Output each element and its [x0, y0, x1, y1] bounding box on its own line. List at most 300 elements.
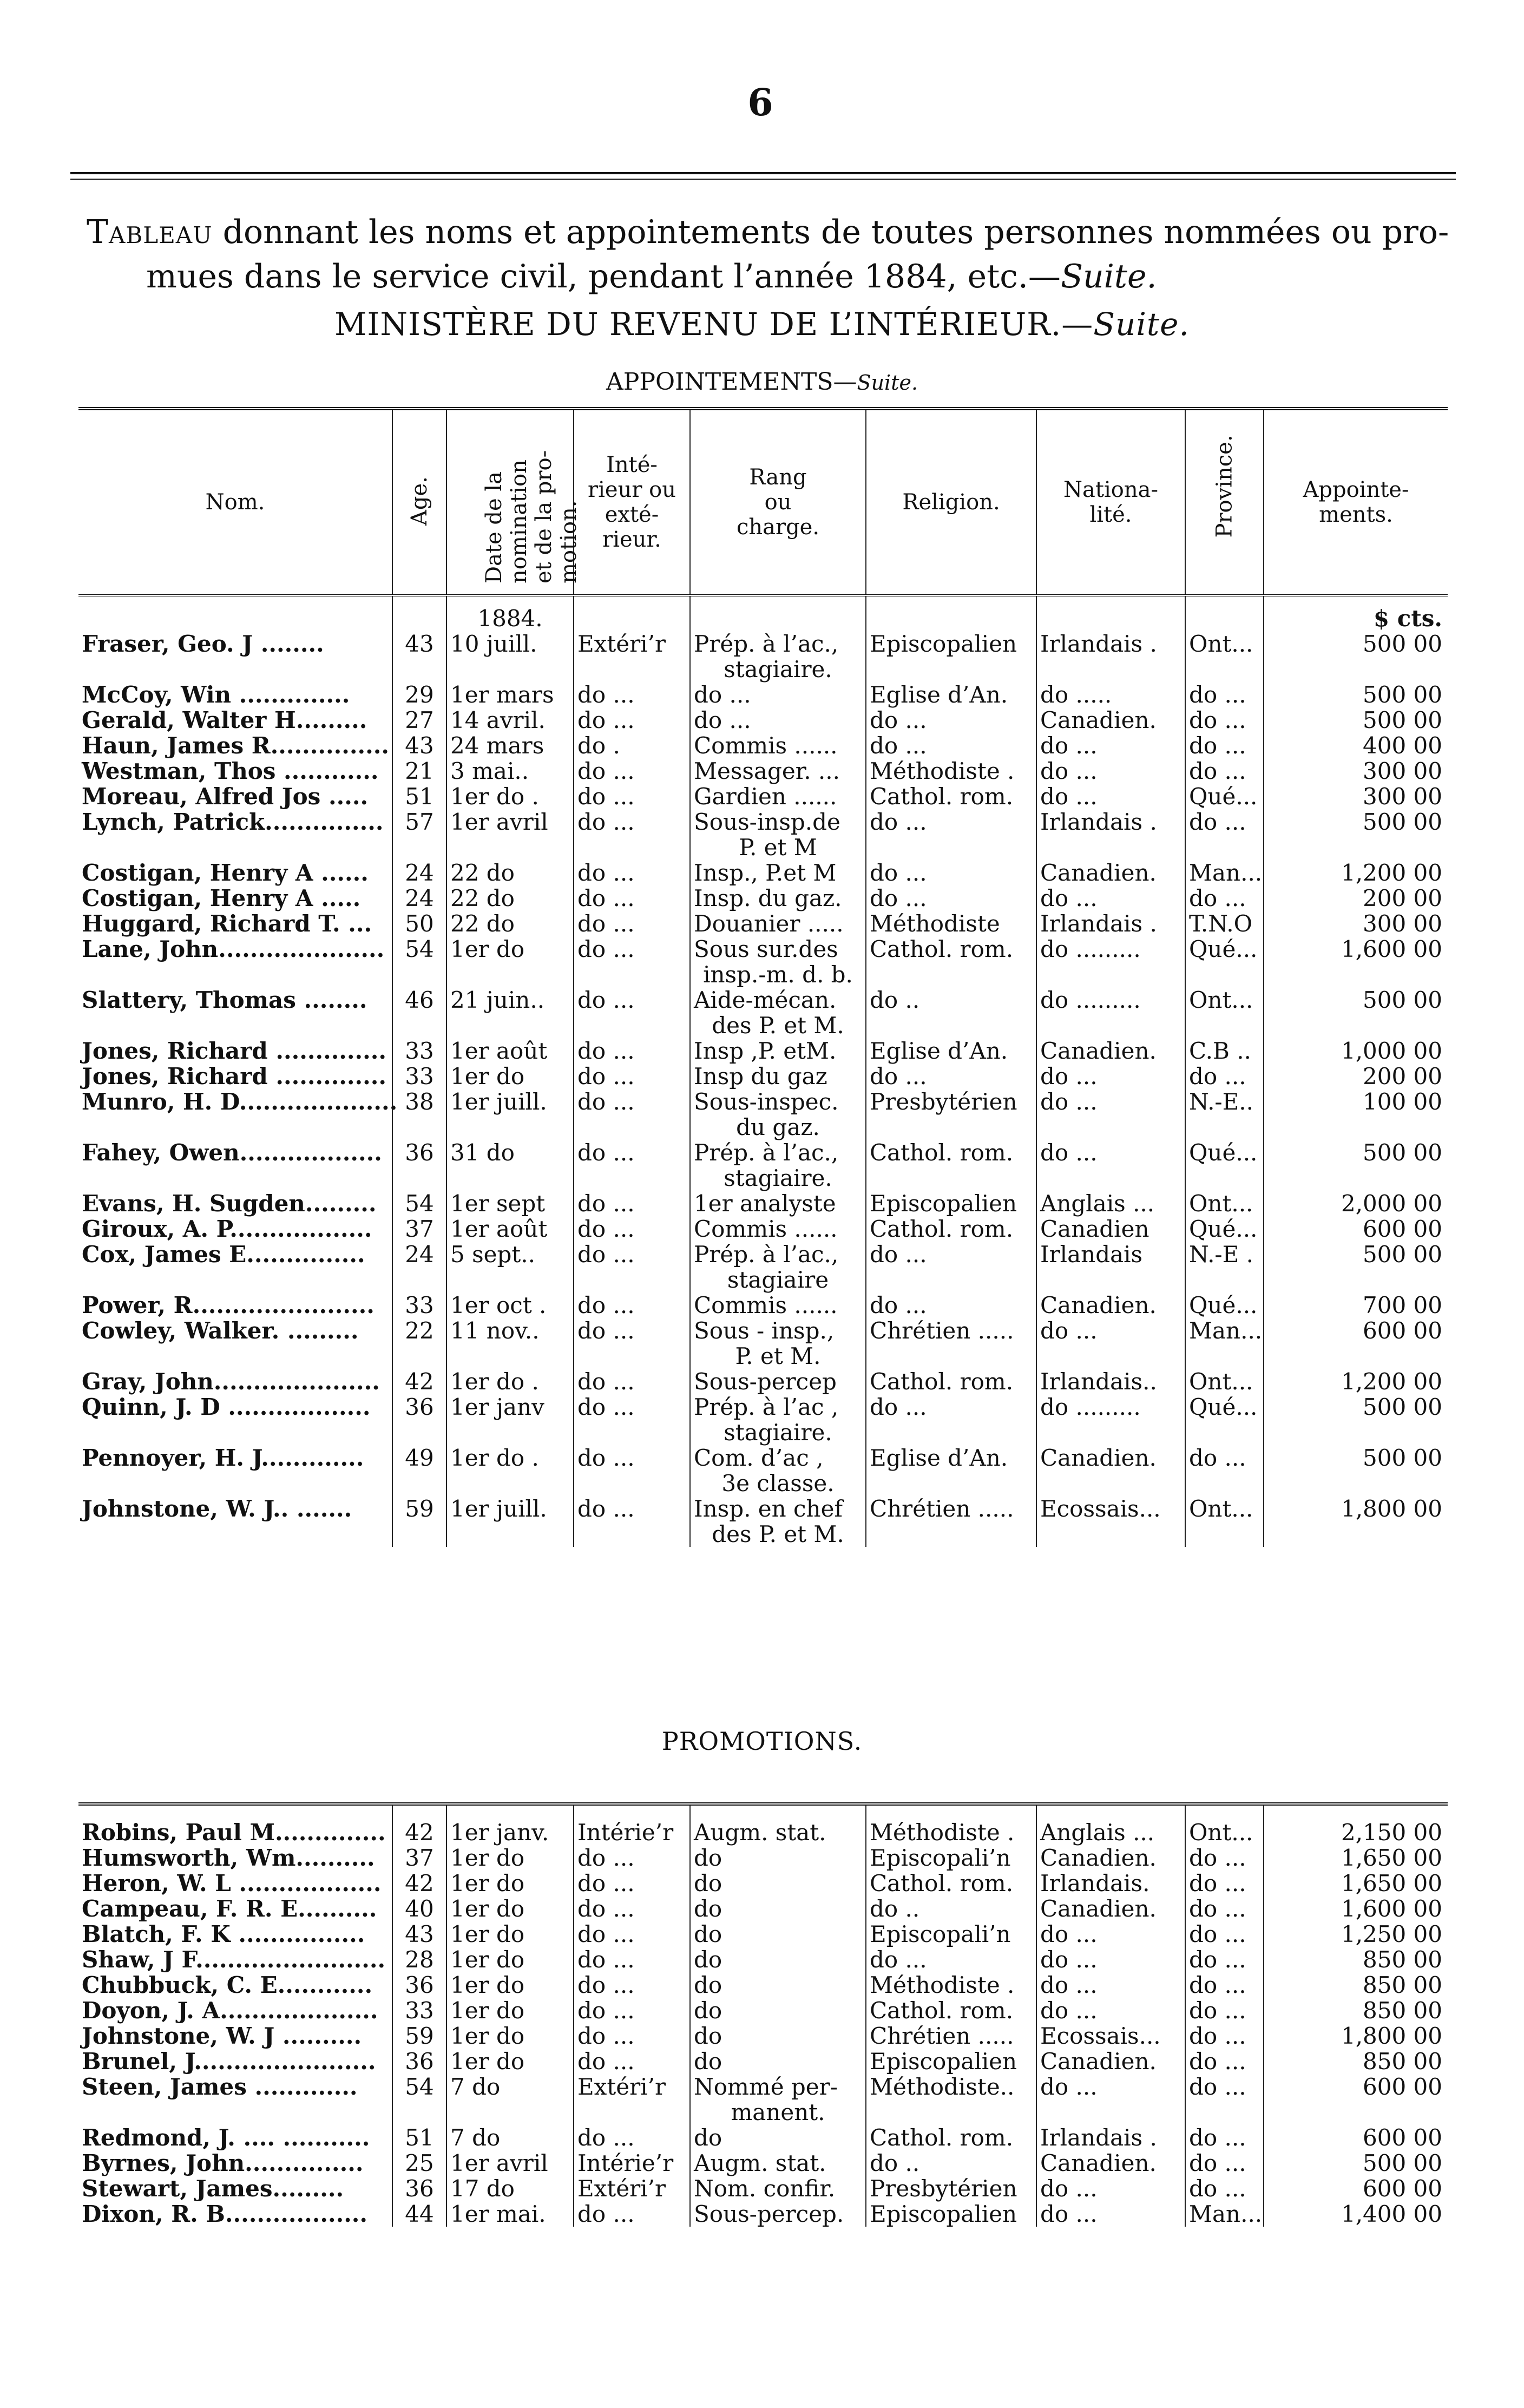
- row-interieur: do ...: [574, 885, 690, 911]
- header-province: Province.: [1185, 409, 1264, 595]
- row-rang: Prép. à l’ac., stagiaire: [690, 1242, 866, 1292]
- row-religion: Episcopalien: [866, 2049, 1036, 2074]
- table-row: [78, 1445, 1448, 1496]
- row-interieur: do ...: [574, 987, 690, 1038]
- table-row: [78, 1038, 1448, 1064]
- row-date: 11 nov..: [446, 1318, 574, 1369]
- row-nationalite: Irlandais: [1036, 1242, 1185, 1292]
- row-religion: Chrétien .....: [866, 1318, 1036, 1369]
- table-row: [78, 707, 1448, 733]
- row-province: do ...: [1185, 707, 1264, 733]
- table-row: [78, 2049, 1448, 2074]
- table-row: [78, 1140, 1448, 1191]
- row-nationalite: Irlandais .: [1036, 809, 1185, 860]
- table-row: [78, 2125, 1448, 2150]
- row-nationalite: do ...: [1036, 1064, 1185, 1089]
- row-religion: Chrétien .....: [866, 1496, 1036, 1547]
- table-row: [78, 1496, 1448, 1547]
- row-amount: 1,250 00: [1264, 1921, 1448, 1947]
- row-religion: Cathol. rom.: [866, 1369, 1036, 1394]
- table-row: [78, 809, 1448, 860]
- row-name: Jones, Richard ..............: [82, 1038, 387, 1064]
- row-date: 1er do .: [446, 784, 574, 809]
- row-amount: 600 00: [1264, 1318, 1448, 1369]
- row-age: 36: [392, 2176, 446, 2201]
- row-province: do ...: [1185, 1972, 1264, 1998]
- row-religion: do ..: [866, 1896, 1036, 1921]
- row-province: do ...: [1185, 758, 1264, 784]
- row-amount: 300 00: [1264, 911, 1448, 936]
- row-rang-cont: P. et M: [739, 834, 817, 861]
- row-nationalite: do ...: [1036, 1140, 1185, 1191]
- row-nationalite: do ...: [1036, 1972, 1185, 1998]
- row-age: 42: [392, 1871, 446, 1896]
- row-amount: 700 00: [1264, 1292, 1448, 1318]
- table-row: [78, 1921, 1448, 1947]
- row-religion: Méthodiste..: [866, 2074, 1036, 2125]
- row-nationalite: Canadien.: [1036, 707, 1185, 733]
- row-rang: Insp ,P. etM.: [690, 1038, 866, 1064]
- row-interieur: do ...: [574, 1394, 690, 1445]
- row-religion: Cathol. rom.: [866, 1871, 1036, 1896]
- table-row: [78, 860, 1448, 885]
- row-nationalite: do ...: [1036, 1921, 1185, 1947]
- row-amount: 1,000 00: [1264, 1038, 1448, 1064]
- row-date: 1er do: [446, 1998, 574, 2023]
- header-appointements: Appointe- ments.: [1264, 409, 1448, 595]
- row-age: 33: [392, 1064, 446, 1089]
- row-age: 36: [392, 1972, 446, 1998]
- row-interieur: do ...: [574, 2201, 690, 2227]
- row-rang-cont: du gaz.: [736, 1114, 820, 1140]
- row-rang: Sous - insp., P. et M.: [690, 1318, 866, 1369]
- row-province: Ont...: [1185, 1496, 1264, 1547]
- table-row: [78, 1191, 1448, 1216]
- header-rang: Rang ou charge.: [690, 409, 866, 595]
- row-province: Ont...: [1185, 987, 1264, 1038]
- row-name: Pennoyer, H. J.............: [82, 1445, 364, 1471]
- row-nationalite: Irlandais .: [1036, 631, 1185, 682]
- row-rang: Prép. à l’ac , stagiaire.: [690, 1394, 866, 1445]
- row-rang: Sous-inspec. du gaz.: [690, 1089, 866, 1140]
- row-religion: Méthodiste: [866, 911, 1036, 936]
- row-interieur: do ...: [574, 1292, 690, 1318]
- row-religion: Cathol. rom.: [866, 1216, 1036, 1242]
- row-religion: do ...: [866, 1064, 1036, 1089]
- row-rang: Nom. confir.: [690, 2176, 866, 2201]
- table-row: [78, 987, 1448, 1038]
- row-province: do ...: [1185, 2023, 1264, 2049]
- row-religion: do ...: [866, 1947, 1036, 1972]
- row-interieur: do ...: [574, 784, 690, 809]
- row-age: 43: [392, 733, 446, 758]
- row-age: 54: [392, 1191, 446, 1216]
- row-name: Lynch, Patrick...............: [82, 809, 384, 835]
- row-province: T.N.O: [1185, 911, 1264, 936]
- row-age: 43: [392, 1921, 446, 1947]
- row-nationalite: do ...: [1036, 1947, 1185, 1972]
- row-date: 1er sept: [446, 1191, 574, 1216]
- row-rang: do: [690, 1921, 866, 1947]
- row-nationalite: do .........: [1036, 1394, 1185, 1445]
- row-name: Heron, W. L ..................: [82, 1870, 382, 1897]
- row-amount: 500 00: [1264, 707, 1448, 733]
- row-nationalite: Anglais ...: [1036, 1191, 1185, 1216]
- row-religion: do ...: [866, 1394, 1036, 1445]
- row-date: 1er janv: [446, 1394, 574, 1445]
- row-religion: do ...: [866, 733, 1036, 758]
- row-amount: 1,200 00: [1264, 1369, 1448, 1394]
- table-row: [78, 682, 1448, 707]
- row-amount: 500 00: [1264, 1242, 1448, 1292]
- row-rang: do: [690, 1947, 866, 1972]
- table-row: [78, 2176, 1448, 2201]
- row-province: do ...: [1185, 733, 1264, 758]
- table-row: [78, 2201, 1448, 2227]
- row-province: N.-E .: [1185, 1242, 1264, 1292]
- row-amount: 300 00: [1264, 758, 1448, 784]
- top-rule: [70, 172, 1456, 174]
- row-province: Qué...: [1185, 936, 1264, 987]
- row-rang: do: [690, 1972, 866, 1998]
- row-name: Cowley, Walker. .........: [82, 1317, 359, 1344]
- table-row: [78, 885, 1448, 911]
- row-name: Blatch, F. K ................: [82, 1921, 365, 1947]
- row-religion: Eglise d’An.: [866, 1445, 1036, 1496]
- ministry-suite: Suite.: [1093, 306, 1190, 343]
- table-row: [78, 2150, 1448, 2176]
- row-interieur: do ...: [574, 1896, 690, 1921]
- row-nationalite: do .....: [1036, 682, 1185, 707]
- ministry-text: MINISTÈRE DU REVENU DE L’INTÉRIEUR.—: [334, 306, 1094, 343]
- row-amount: 500 00: [1264, 809, 1448, 860]
- row-rang: Sous-insp.de P. et M: [690, 809, 866, 860]
- row-amount: 400 00: [1264, 733, 1448, 758]
- row-name: Redmond, J. .... ...........: [82, 2124, 370, 2151]
- row-province: do ...: [1185, 2074, 1264, 2125]
- row-rang: Sous-percep.: [690, 2201, 866, 2227]
- row-date: 22 do: [446, 885, 574, 911]
- row-interieur: do ...: [574, 1445, 690, 1496]
- row-nationalite: Irlandais..: [1036, 1369, 1185, 1394]
- row-interieur: do ...: [574, 911, 690, 936]
- row-religion: do ...: [866, 809, 1036, 860]
- row-rang-cont: stagiaire.: [724, 1165, 832, 1191]
- row-amount: 2,000 00: [1264, 1191, 1448, 1216]
- row-interieur: Extéri’r: [574, 631, 690, 682]
- row-age: 27: [392, 707, 446, 733]
- row-rang: Prép. à l’ac., stagiaire.: [690, 1140, 866, 1191]
- row-religion: do ..: [866, 987, 1036, 1038]
- row-nationalite: do ...: [1036, 885, 1185, 911]
- row-age: 57: [392, 809, 446, 860]
- row-religion: Chrétien .....: [866, 2023, 1036, 2049]
- row-date: 1er avril: [446, 809, 574, 860]
- row-interieur: Intérie’r: [574, 1804, 690, 1845]
- row-nationalite: Ecossais...: [1036, 2023, 1185, 2049]
- row-name: Munro, H. D....................: [82, 1088, 398, 1115]
- row-name: Johnstone, W. J ..........: [82, 2023, 362, 2049]
- row-interieur: do ...: [574, 2049, 690, 2074]
- row-date: 1er do: [446, 1871, 574, 1896]
- table-row: [78, 1896, 1448, 1921]
- row-nationalite: Canadien.: [1036, 1896, 1185, 1921]
- row-age: 37: [392, 1216, 446, 1242]
- row-name: Evans, H. Sugden.........: [82, 1190, 377, 1217]
- row-age: 36: [392, 1140, 446, 1191]
- row-nationalite: Canadien.: [1036, 1038, 1185, 1064]
- row-rang-cont: 3e classe.: [721, 1470, 835, 1497]
- row-province: do ...: [1185, 1998, 1264, 2023]
- row-interieur: do ...: [574, 1921, 690, 1947]
- row-name: Brunel, J.......................: [82, 2048, 376, 2075]
- row-amount: 1,200 00: [1264, 860, 1448, 885]
- row-amount: 500 00: [1264, 1394, 1448, 1445]
- row-name: Robins, Paul M..............: [78, 1804, 392, 1845]
- row-nationalite: do ...: [1036, 2201, 1185, 2227]
- row-province: Qué...: [1185, 784, 1264, 809]
- row-religion: Episcopali’n: [866, 1921, 1036, 1947]
- row-name: Power, R.......................: [82, 1292, 375, 1318]
- row-religion: Cathol. rom.: [866, 2125, 1036, 2150]
- row-amount: 600 00: [1264, 2125, 1448, 2150]
- row-age: 42: [392, 1804, 446, 1845]
- row-interieur: do ...: [574, 1191, 690, 1216]
- row-province: Ont...: [1185, 1369, 1264, 1394]
- row-age: 38: [392, 1089, 446, 1140]
- row-nationalite: Canadien.: [1036, 1292, 1185, 1318]
- row-nationalite: do ...: [1036, 2074, 1185, 2125]
- row-name: Haun, James R...............: [82, 732, 389, 759]
- row-rang: Commis ......: [690, 733, 866, 758]
- row-name: Doyon, J. A....................: [82, 1997, 378, 2024]
- row-name: Gray, John.....................: [82, 1368, 380, 1395]
- row-religion: Eglise d’An.: [866, 682, 1036, 707]
- table-row: [78, 1292, 1448, 1318]
- row-date: 1er oct .: [446, 1292, 574, 1318]
- row-religion: do ..: [866, 2150, 1036, 2176]
- row-religion: do ...: [866, 1242, 1036, 1292]
- row-nationalite: do .........: [1036, 987, 1185, 1038]
- row-date: 1er do .: [446, 1369, 574, 1394]
- header-nationalite: Nationa- lité.: [1036, 409, 1185, 595]
- row-age: 33: [392, 1038, 446, 1064]
- row-interieur: do ...: [574, 682, 690, 707]
- row-name: Steen, James .............: [82, 2074, 358, 2100]
- row-date: 5 sept..: [446, 1242, 574, 1292]
- row-date: 1er do: [446, 1845, 574, 1871]
- row-date: 24 mars: [446, 733, 574, 758]
- row-province: do ...: [1185, 1871, 1264, 1896]
- header-religion: Religion.: [866, 409, 1036, 595]
- row-date: 1er janv.: [446, 1804, 574, 1845]
- table-row: [78, 631, 1448, 682]
- row-amount: 200 00: [1264, 1064, 1448, 1089]
- row-age: 49: [392, 1445, 446, 1496]
- row-amount: 1,650 00: [1264, 1871, 1448, 1896]
- row-nationalite: do ...: [1036, 758, 1185, 784]
- row-nationalite: Canadien: [1036, 1216, 1185, 1242]
- row-age: 36: [392, 1394, 446, 1445]
- table-row: [78, 1394, 1448, 1445]
- ministry-title: [0, 306, 1524, 343]
- row-amount: 500 00: [1264, 682, 1448, 707]
- row-nationalite: Canadien.: [1036, 860, 1185, 885]
- row-rang: do: [690, 1896, 866, 1921]
- row-nationalite: do .........: [1036, 936, 1185, 987]
- row-province: do ...: [1185, 1896, 1264, 1921]
- row-age: 54: [392, 2074, 446, 2125]
- table-row: [78, 784, 1448, 809]
- row-rang: do: [690, 2023, 866, 2049]
- row-religion: do ...: [866, 860, 1036, 885]
- section-subtitle: [0, 368, 1524, 396]
- row-province: Qué...: [1185, 1140, 1264, 1191]
- row-religion: Eglise d’An.: [866, 1038, 1036, 1064]
- row-rang-cont: des P. et M.: [712, 1012, 844, 1039]
- row-interieur: do ...: [574, 1038, 690, 1064]
- row-amount: 600 00: [1264, 2074, 1448, 2125]
- row-rang: Messager. ...: [690, 758, 866, 784]
- row-province: do ...: [1185, 1845, 1264, 1871]
- row-province: N.-E..: [1185, 1089, 1264, 1140]
- row-date: 1er do: [446, 1947, 574, 1972]
- row-province: do ...: [1185, 809, 1264, 860]
- row-amount: 500 00: [1264, 631, 1448, 682]
- table-row: [78, 911, 1448, 936]
- row-age: 24: [392, 885, 446, 911]
- table-caption: [87, 210, 1456, 299]
- row-interieur: do ...: [574, 1140, 690, 1191]
- row-religion: Presbytérien: [866, 1089, 1036, 1140]
- row-name: Fraser, Geo. J ........: [82, 631, 324, 657]
- row-province: Ont...: [1185, 1191, 1264, 1216]
- row-date: 31 do: [446, 1140, 574, 1191]
- promotions-table: [78, 1802, 1448, 2227]
- row-religion: Episcopalien: [866, 2201, 1036, 2227]
- row-age: 43: [392, 631, 446, 682]
- row-date: 21 juin..: [446, 987, 574, 1038]
- row-age: 24: [392, 860, 446, 885]
- page-number: 6: [747, 81, 773, 124]
- row-rang: Commis ......: [690, 1292, 866, 1318]
- row-interieur: do ...: [574, 1064, 690, 1089]
- row-date: 14 avril.: [446, 707, 574, 733]
- row-interieur: do ...: [574, 1216, 690, 1242]
- row-date: 3 mai..: [446, 758, 574, 784]
- row-name: McCoy, Win ..............: [82, 681, 350, 708]
- row-name: Johnstone, W. J.. .......: [82, 1495, 352, 1522]
- row-religion: Episcopali’n: [866, 1845, 1036, 1871]
- row-province: do ...: [1185, 1947, 1264, 1972]
- row-interieur: do ...: [574, 860, 690, 885]
- row-province: Ont...: [1185, 1804, 1264, 1845]
- row-province: do ...: [1185, 1921, 1264, 1947]
- appointments-table: [78, 407, 1448, 1547]
- row-nationalite: do ...: [1036, 1089, 1185, 1140]
- table-row: [78, 2023, 1448, 2049]
- row-amount: 600 00: [1264, 1216, 1448, 1242]
- table-row: [78, 1318, 1448, 1369]
- subtitle-suite: Suite.: [857, 371, 918, 395]
- table-row: [78, 1216, 1448, 1242]
- row-date: 17 do: [446, 2176, 574, 2201]
- row-amount: 500 00: [1264, 987, 1448, 1038]
- row-religion: Méthodiste .: [866, 1972, 1036, 1998]
- row-interieur: do ...: [574, 1369, 690, 1394]
- row-interieur: do ...: [574, 1845, 690, 1871]
- caption-line2: mues dans le service civil, pendant l’année 1884, etc.—: [146, 258, 1061, 296]
- row-name: Slattery, Thomas ........: [82, 987, 367, 1013]
- row-name: Westman, Thos ............: [82, 758, 379, 784]
- row-date: 1er juill.: [446, 1089, 574, 1140]
- row-nationalite: Canadien.: [1036, 1445, 1185, 1496]
- row-amount: 1,600 00: [1264, 936, 1448, 987]
- row-religion: Méthodiste .: [866, 1804, 1036, 1845]
- row-age: 59: [392, 2023, 446, 2049]
- row-interieur: do ...: [574, 1972, 690, 1998]
- header-row: [78, 409, 1448, 595]
- row-date: 1er do: [446, 1972, 574, 1998]
- row-nationalite: do ...: [1036, 1318, 1185, 1369]
- row-age: 59: [392, 1496, 446, 1547]
- row-name: Huggard, Richard T. ...: [82, 910, 372, 937]
- row-province: do ...: [1185, 1064, 1264, 1089]
- row-date: 1er avril: [446, 2150, 574, 2176]
- row-name: Shaw, J F........................: [82, 1946, 386, 1973]
- row-nationalite: Irlandais .: [1036, 911, 1185, 936]
- row-religion: Cathol. rom.: [866, 936, 1036, 987]
- row-rang: Com. d’ac , 3e classe.: [690, 1445, 866, 1496]
- row-name: Chubbuck, C. E............: [82, 1972, 373, 1998]
- row-nationalite: do ...: [1036, 1998, 1185, 2023]
- row-rang-cont: stagiaire: [727, 1267, 829, 1293]
- row-province: Man...: [1185, 1318, 1264, 1369]
- header-interieur: Inté- rieur ou exté- rieur.: [574, 409, 690, 595]
- caption-line1: donnant les noms et appointements de toutes personnes nommées ou pro-: [212, 213, 1449, 251]
- row-amount: 500 00: [1264, 2150, 1448, 2176]
- row-interieur: do ...: [574, 1242, 690, 1292]
- row-interieur: do .: [574, 733, 690, 758]
- row-age: 37: [392, 1845, 446, 1871]
- table-row: [78, 936, 1448, 987]
- row-interieur: Intérie’r: [574, 2150, 690, 2176]
- row-age: 51: [392, 784, 446, 809]
- row-age: 22: [392, 1318, 446, 1369]
- row-interieur: do ...: [574, 758, 690, 784]
- row-amount: 600 00: [1264, 2176, 1448, 2201]
- row-rang: Insp., P.et M: [690, 860, 866, 885]
- table-row: [78, 1089, 1448, 1140]
- row-date: 22 do: [446, 911, 574, 936]
- table-row: [78, 1369, 1448, 1394]
- row-date: 10 juill.: [446, 631, 574, 682]
- row-name: Costigan, Henry A .....: [82, 885, 361, 911]
- row-date: 1er do: [446, 1064, 574, 1089]
- row-amount: 1,800 00: [1264, 1496, 1448, 1547]
- row-province: do ...: [1185, 2049, 1264, 2074]
- row-date: 1er do: [446, 1921, 574, 1947]
- row-age: 44: [392, 2201, 446, 2227]
- table-row: [78, 733, 1448, 758]
- row-name: Moreau, Alfred Jos .....: [82, 783, 369, 810]
- row-date: 1er mai.: [446, 2201, 574, 2227]
- row-rang-cont: des P. et M.: [712, 1521, 844, 1547]
- row-date: 1er juill.: [446, 1496, 574, 1547]
- row-amount: 100 00: [1264, 1089, 1448, 1140]
- year-row: [78, 595, 1448, 631]
- row-interieur: do ...: [574, 1998, 690, 2023]
